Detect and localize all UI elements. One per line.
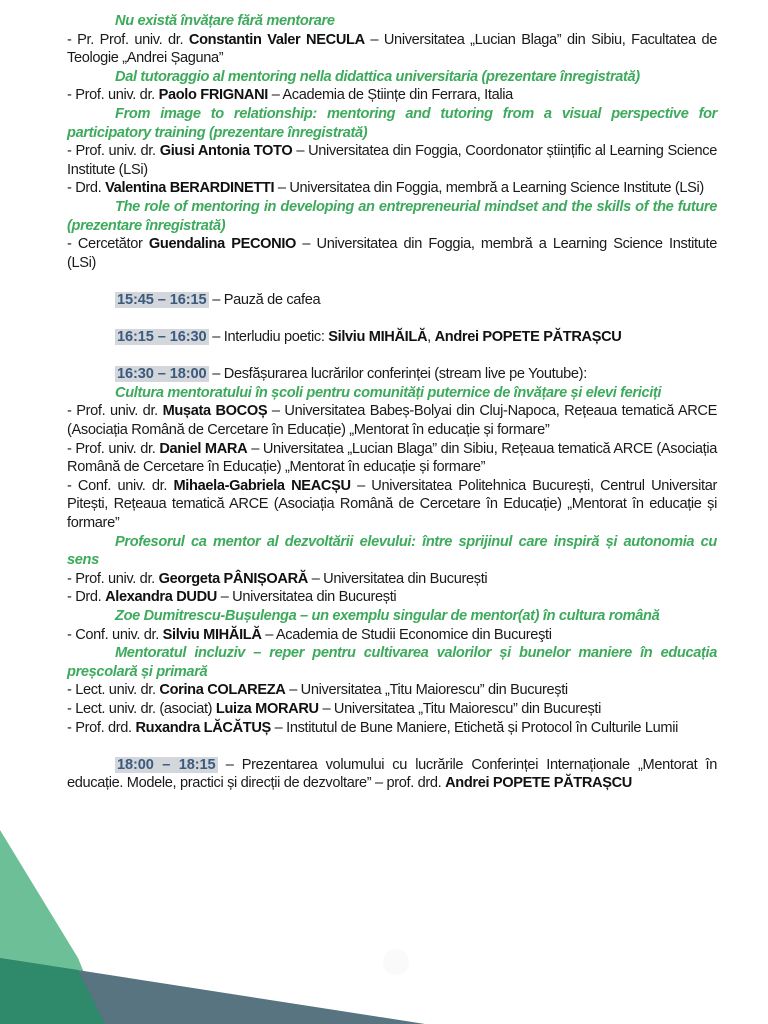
speaker-prefix: - Cercetător	[67, 236, 149, 253]
spacer	[67, 347, 717, 366]
session-title: Zoe Dumitrescu-Bușulenga – un exemplu singular de mentor(at) în cultura română	[115, 608, 660, 624]
speaker-entry	[67, 235, 717, 272]
speaker-affiliation: – Academia de Științe din Ferrara, Italia	[268, 87, 513, 104]
speaker-name: Constantin Valer NECULA	[188, 31, 365, 48]
slot-text: – Prezentarea volumului cu lucrările Conferinței Internaționale „Mentorat în educație. Modele, practici și direcții de dezvoltare” – prof. drd.	[67, 756, 718, 792]
speaker-entry	[67, 719, 717, 738]
speaker-affiliation: – Universitatea Politehnica București, Centrul Universitar Pitești, Rețeaua tematică ARCE (Asociația Română de Cercetare în Educație) „Mentorat în educație și formare”	[67, 477, 717, 532]
spacer	[67, 272, 717, 291]
speaker-name: Corina COLAREZA	[159, 682, 286, 699]
speaker-entry	[67, 700, 717, 719]
slot-text: – Interludiu poetic:	[208, 329, 329, 346]
session-title: From image to relationship: mentoring and tutoring from a visual perspective for participatory training (prezentare înregistrată)	[67, 105, 717, 141]
speaker-entry	[67, 142, 717, 179]
time-badge: 16:30 – 18:00	[117, 366, 207, 383]
speaker-prefix: - Prof. univ. dr.	[67, 87, 159, 104]
spacer	[67, 310, 717, 329]
speaker-prefix: - Prof. univ. dr.	[67, 440, 160, 457]
speaker-prefix: - Prof. drd.	[67, 719, 136, 736]
speaker-prefix: - Drd.	[67, 180, 106, 197]
speaker-prefix: - Conf. univ. dr.	[67, 477, 174, 494]
slot-text: – Desfășurarea lucrărilor conferinței (stream live pe Youtube):	[208, 366, 587, 383]
speaker-affiliation: – Universitatea din Foggia, membră a Learning Science Institute (LSi)	[67, 236, 717, 271]
speaker-prefix: - Prof. univ. dr.	[67, 403, 163, 420]
speaker-entry	[67, 477, 717, 533]
speaker-affiliation: – Universitatea „Lucian Blaga” din Sibiu, Facultatea de Teologie „Andrei Șaguna”	[67, 31, 717, 67]
session-title: Cultura mentoratului în școli pentru comunități puternice de învățare și elevi fericiți	[115, 384, 662, 401]
speaker-affiliation: – Universitatea „Titu Maiorescu” din București	[318, 700, 602, 717]
spacer	[67, 737, 717, 756]
speaker-affiliation: – Academia de Studii Economice din Bucureşti	[261, 626, 552, 643]
time-badge: 16:15 – 16:30	[117, 329, 207, 346]
presenter-name: Andrei POPETE PĂTRAȘCU	[445, 775, 632, 792]
speaker-entry	[67, 626, 717, 645]
speaker-affiliation: – Universitatea „Titu Maiorescu” din București	[285, 682, 568, 699]
speaker-prefix: - Prof. univ. dr.	[67, 143, 160, 160]
speaker-entry	[67, 402, 717, 439]
speaker-name: Silviu MIHĂILĂ	[162, 626, 262, 643]
speaker-prefix: - Lect. univ. dr. (asociat)	[67, 700, 216, 717]
speaker-prefix: - Prof. univ. dr.	[67, 570, 159, 587]
schedule-interlude	[67, 328, 717, 347]
schedule-book-presentation	[67, 756, 717, 793]
speaker-entry	[67, 31, 717, 68]
speaker-prefix: - Conf. univ. dr.	[67, 626, 163, 643]
speaker-name: Valentina BERARDINETTI	[105, 180, 275, 197]
time-badge: 15:45 – 16:15	[117, 291, 207, 308]
schedule-conference	[67, 365, 717, 384]
speaker-name: Daniel MARA	[159, 440, 248, 457]
speaker-name: Georgeta PÂNIȘOARĂ	[158, 570, 308, 587]
speaker-prefix: - Lect. univ. dr.	[67, 682, 160, 699]
speaker-name: Giusi Antonia TOTO	[159, 143, 293, 160]
separator: ,	[427, 329, 435, 346]
speaker-name: Mușata BOCOȘ	[162, 403, 268, 420]
speaker-affiliation: – Universitatea Babeș-Bolyai din Cluj-Napoca, Rețeaua tematică ARCE (Asociația Română de Cercetare în Educație) „Mentorat în educație și formare”	[67, 403, 718, 439]
session-title: Profesorul ca mentor al dezvoltării elevului: între sprijinul care inspiră și autonomia cu sens	[67, 533, 717, 569]
time-badge: 18:00 – 18:15	[117, 756, 216, 773]
speaker-affiliation: – Universitatea din București	[307, 570, 488, 587]
speaker-entry	[67, 588, 717, 607]
speaker-entry	[67, 179, 717, 198]
session-title: The role of mentoring in developing an entrepreneurial mindset and the skills of the future (prezentare înregistrată)	[67, 198, 717, 234]
performer-name: Andrei POPETE PĂTRAȘCU	[434, 329, 622, 346]
speaker-name: Guendalina PECONIO	[148, 236, 297, 253]
speaker-affiliation: – Institutul de Bune Maniere, Etichetă și Protocol în Culturile Lumii	[270, 719, 678, 736]
page-number-watermark	[383, 949, 409, 975]
program-page	[67, 12, 717, 793]
slot-text: – Pauză de cafea	[208, 291, 321, 308]
speaker-entry	[67, 86, 717, 105]
speaker-affiliation: – Universitatea din București	[216, 589, 397, 606]
speaker-name: Ruxandra LĂCĂTUȘ	[135, 719, 271, 736]
speaker-name: Alexandra DUDU	[105, 589, 217, 606]
speaker-prefix: - Pr. Prof. univ. dr.	[67, 31, 189, 48]
performer-name: Silviu MIHĂILĂ	[328, 329, 428, 346]
session-title: Mentoratul incluziv – reper pentru cultivarea valorilor și bunelor maniere în educația preșcolară și primară	[67, 645, 717, 680]
speaker-prefix: - Drd.	[67, 589, 106, 606]
speaker-entry	[67, 440, 717, 477]
session-title: Dal tutoraggio al mentoring nella didattica universitaria (prezentare înregistrată)	[115, 68, 640, 85]
speaker-name: Mihaela-Gabriela NEACȘU	[173, 477, 351, 494]
speaker-entry	[67, 681, 717, 700]
speaker-name: Luiza MORARU	[215, 700, 319, 717]
speaker-entry	[67, 570, 717, 589]
schedule-coffee-break	[67, 291, 717, 310]
session-title: Nu există învățare fără mentorare	[115, 13, 335, 29]
speaker-name: Paolo FRIGNANI	[158, 87, 268, 104]
speaker-affiliation: – Universitatea „Lucian Blaga” din Sibiu, Rețeaua tematică ARCE (Asociația Română de Cercetare în Educație) „Mentorat în educație și formare”	[67, 440, 717, 476]
speaker-affiliation: – Universitatea din Foggia, Coordonator științific al Learning Science Institute (LSi)	[67, 143, 717, 178]
speaker-affiliation: – Universitatea din Foggia, membră a Learning Science Institute (LSi)	[274, 180, 704, 197]
